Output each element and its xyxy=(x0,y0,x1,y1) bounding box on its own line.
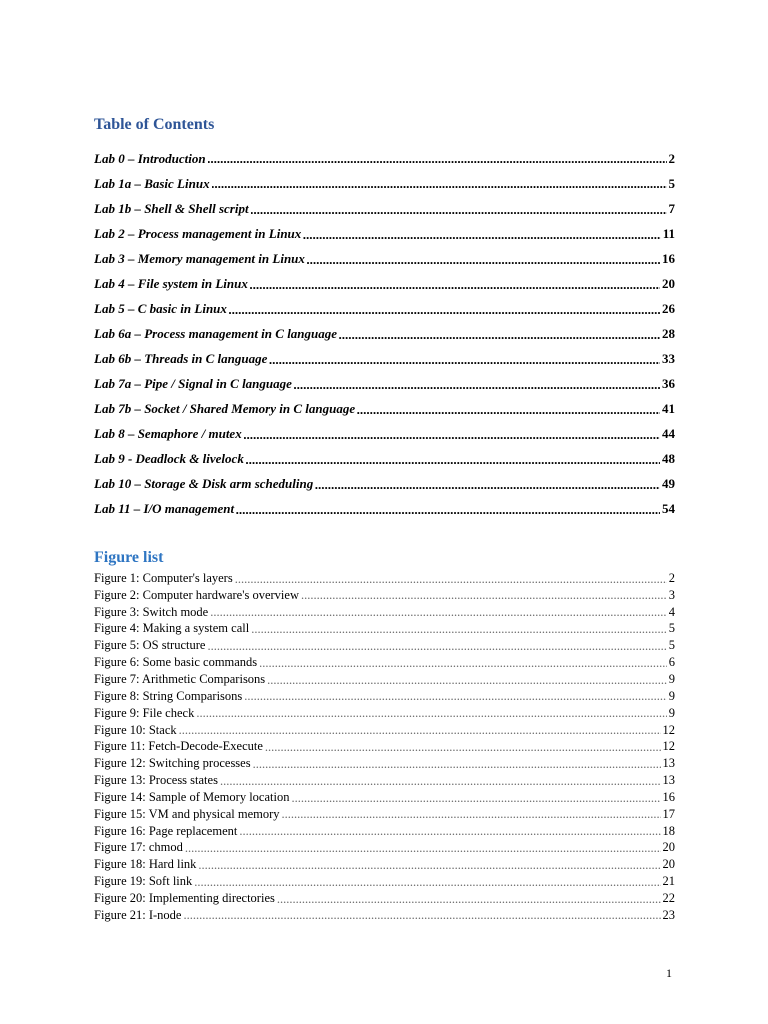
figure-entry[interactable] xyxy=(94,637,675,654)
toc-entry-page-number: 33 xyxy=(662,351,675,367)
figure-entry-title: Figure 4: Making a system call xyxy=(94,621,250,636)
dot-leader xyxy=(282,808,661,821)
figure-entry-page-number: 13 xyxy=(662,756,675,771)
figure-entry-page-number: 18 xyxy=(662,823,675,838)
toc-entry-page-number: 54 xyxy=(662,501,675,517)
figure-entry-page-number: 16 xyxy=(662,789,675,804)
figure-entry[interactable] xyxy=(94,604,675,621)
figure-entry[interactable] xyxy=(94,705,675,722)
figure-entry[interactable] xyxy=(94,671,675,688)
dot-leader xyxy=(210,606,667,619)
dot-leader xyxy=(244,690,666,703)
toc-entry-title: Lab 11 – I/O management xyxy=(94,501,235,517)
toc-entry-title: Lab 1a – Basic Linux xyxy=(94,175,210,191)
dot-leader xyxy=(246,453,660,466)
figure-entry[interactable] xyxy=(94,621,675,638)
figure-entry-title: Figure 7: Arithmetic Comparisons xyxy=(94,671,266,686)
figure-entry[interactable] xyxy=(94,856,675,873)
figure-entry[interactable] xyxy=(94,570,675,587)
dot-leader xyxy=(239,825,660,838)
toc-entry[interactable] xyxy=(94,497,675,522)
toc-entry-page-number: 41 xyxy=(662,401,675,417)
toc-entry-page-number: 20 xyxy=(662,275,675,291)
dot-leader xyxy=(291,791,660,804)
toc-entry[interactable] xyxy=(94,296,675,321)
dot-leader xyxy=(207,640,666,653)
toc-entry[interactable] xyxy=(94,472,675,497)
dot-leader xyxy=(339,327,660,340)
toc-entry-title: Lab 7b – Socket / Shared Memory in C language xyxy=(94,401,356,417)
toc-entry[interactable] xyxy=(94,447,675,472)
figure-entry-page-number: 12 xyxy=(662,739,675,754)
toc-entry-title: Lab 0 – Introduction xyxy=(94,150,206,166)
toc-entry-title: Lab 7a – Pipe / Signal in C language xyxy=(94,376,292,392)
toc-entry-title: Lab 6b – Threads in C language xyxy=(94,351,268,367)
toc-entry-page-number: 28 xyxy=(662,325,675,341)
figure-entry[interactable] xyxy=(94,587,675,604)
toc-heading: Table of Contents xyxy=(94,116,215,133)
figure-entry-page-number: 4 xyxy=(668,604,675,619)
figure-entry-page-number: 9 xyxy=(668,671,675,686)
dot-leader xyxy=(235,572,667,585)
figure-entry-title: Figure 2: Computer hardware's overview xyxy=(94,587,299,602)
toc-entry[interactable] xyxy=(94,422,675,447)
figure-entry-title: Figure 10: Stack xyxy=(94,722,177,737)
figure-entry-page-number: 2 xyxy=(668,570,675,585)
dot-leader xyxy=(294,378,660,391)
dot-leader xyxy=(183,909,660,922)
figure-entry[interactable] xyxy=(94,890,675,907)
figure-entry-title: Figure 1: Computer's layers xyxy=(94,570,233,585)
toc-entry-title: Lab 6a – Process management in C language xyxy=(94,325,338,341)
dot-leader xyxy=(179,724,661,737)
dot-leader xyxy=(277,892,661,905)
dot-leader xyxy=(301,589,667,602)
figure-entry[interactable] xyxy=(94,789,675,806)
dot-leader xyxy=(250,277,660,290)
dot-leader xyxy=(303,227,660,240)
toc-entry-page-number: 48 xyxy=(662,451,675,467)
dot-leader xyxy=(259,656,667,669)
toc-entry-title: Lab 2 – Process management in Linux xyxy=(94,225,302,241)
toc-entry[interactable] xyxy=(94,196,675,221)
figure-entry[interactable] xyxy=(94,823,675,840)
dot-leader xyxy=(307,252,660,265)
figure-entry-title: Figure 17: chmod xyxy=(94,840,183,855)
dot-leader xyxy=(208,152,667,165)
figure-entry-title: Figure 5: OS structure xyxy=(94,638,206,653)
toc-entry[interactable] xyxy=(94,221,675,246)
figure-entry-page-number: 20 xyxy=(662,840,675,855)
figure-entry-page-number: 3 xyxy=(668,587,675,602)
figure-entry-title: Figure 18: Hard link xyxy=(94,857,197,872)
figure-entry[interactable] xyxy=(94,840,675,857)
toc-entry-page-number: 44 xyxy=(662,426,675,442)
toc-entry-page-number: 16 xyxy=(662,250,675,266)
figure-entry-title: Figure 19: Soft link xyxy=(94,874,193,889)
figure-entry-page-number: 9 xyxy=(668,705,675,720)
dot-leader xyxy=(198,859,660,872)
dot-leader xyxy=(236,503,660,516)
toc-entry-page-number: 49 xyxy=(662,476,675,492)
figure-entry-title: Figure 13: Process states xyxy=(94,773,218,788)
toc-entry-title: Lab 9 - Deadlock & livelock xyxy=(94,451,244,467)
figure-entry-page-number: 21 xyxy=(662,874,675,889)
dot-leader xyxy=(357,403,660,416)
toc-entry[interactable] xyxy=(94,171,675,196)
figure-entry[interactable] xyxy=(94,738,675,755)
toc-entry-page-number: 36 xyxy=(662,376,675,392)
figure-list xyxy=(94,570,675,924)
dot-leader xyxy=(194,875,660,888)
figure-entry[interactable] xyxy=(94,688,675,705)
dot-leader xyxy=(220,774,661,787)
toc-entry[interactable] xyxy=(94,146,675,171)
toc-entry[interactable] xyxy=(94,321,675,346)
figure-entry-title: Figure 9: File check xyxy=(94,705,195,720)
toc-entry-title: Lab 10 – Storage & Disk arm scheduling xyxy=(94,476,314,492)
toc-entry-page-number: 2 xyxy=(668,150,675,166)
dot-leader xyxy=(185,842,661,855)
dot-leader xyxy=(196,707,666,720)
figure-entry-page-number: 9 xyxy=(668,688,675,703)
toc-entry[interactable] xyxy=(94,271,675,296)
figure-entry-title: Figure 20: Implementing directories xyxy=(94,890,275,905)
toc-entry-title: Lab 3 – Memory management in Linux xyxy=(94,250,305,266)
toc-entry-page-number: 11 xyxy=(662,225,675,241)
figure-list-heading: Figure list xyxy=(94,549,164,566)
dot-leader xyxy=(229,302,660,315)
toc-entry-page-number: 7 xyxy=(668,200,675,216)
figure-entry[interactable] xyxy=(94,722,675,739)
figure-entry-page-number: 23 xyxy=(662,907,675,922)
figure-entry-title: Figure 12: Switching processes xyxy=(94,756,251,771)
toc-entry-title: Lab 1b – Shell & Shell script xyxy=(94,200,249,216)
figure-entry-title: Figure 8: String Comparisons xyxy=(94,688,243,703)
dot-leader xyxy=(269,353,660,366)
figure-entry-title: Figure 11: Fetch-Decode-Execute xyxy=(94,739,263,754)
dot-leader xyxy=(265,741,661,754)
figure-entry-page-number: 12 xyxy=(662,722,675,737)
figure-entry[interactable] xyxy=(94,873,675,890)
toc-entry[interactable] xyxy=(94,372,675,397)
figure-entry[interactable] xyxy=(94,755,675,772)
toc-entry-title: Lab 4 – File system in Linux xyxy=(94,275,248,291)
figure-entry-page-number: 5 xyxy=(668,621,675,636)
figure-entry[interactable] xyxy=(94,907,675,924)
figure-entry-page-number: 6 xyxy=(668,655,675,670)
figure-entry-page-number: 20 xyxy=(662,857,675,872)
dot-leader xyxy=(212,177,667,190)
toc-entry[interactable] xyxy=(94,246,675,271)
toc-entry-page-number: 26 xyxy=(662,300,675,316)
figure-entry-title: Figure 14: Sample of Memory location xyxy=(94,789,290,804)
figure-entry[interactable] xyxy=(94,806,675,823)
toc-entry-page-number: 5 xyxy=(668,175,675,191)
toc-entry-title: Lab 8 – Semaphore / mutex xyxy=(94,426,242,442)
toc-entry[interactable] xyxy=(94,347,675,372)
figure-entry[interactable] xyxy=(94,772,675,789)
dot-leader xyxy=(267,673,667,686)
figure-entry-title: Figure 6: Some basic commands xyxy=(94,655,258,670)
toc-list xyxy=(94,146,675,522)
figure-entry-page-number: 17 xyxy=(662,806,675,821)
figure-entry[interactable] xyxy=(94,654,675,671)
figure-entry-title: Figure 21: I-node xyxy=(94,907,182,922)
toc-entry-title: Lab 5 – C basic in Linux xyxy=(94,300,227,316)
figure-entry-title: Figure 3: Switch mode xyxy=(94,604,209,619)
figure-entry-page-number: 13 xyxy=(662,773,675,788)
dot-leader xyxy=(251,202,667,215)
figure-entry-page-number: 22 xyxy=(662,890,675,905)
dot-leader xyxy=(253,757,661,770)
dot-leader xyxy=(315,478,660,491)
toc-entry[interactable] xyxy=(94,397,675,422)
dot-leader xyxy=(244,428,660,441)
dot-leader xyxy=(251,623,667,636)
figure-entry-page-number: 5 xyxy=(668,638,675,653)
figure-entry-title: Figure 16: Page replacement xyxy=(94,823,238,838)
figure-entry-title: Figure 15: VM and physical memory xyxy=(94,806,280,821)
page-number: 1 xyxy=(666,966,672,980)
